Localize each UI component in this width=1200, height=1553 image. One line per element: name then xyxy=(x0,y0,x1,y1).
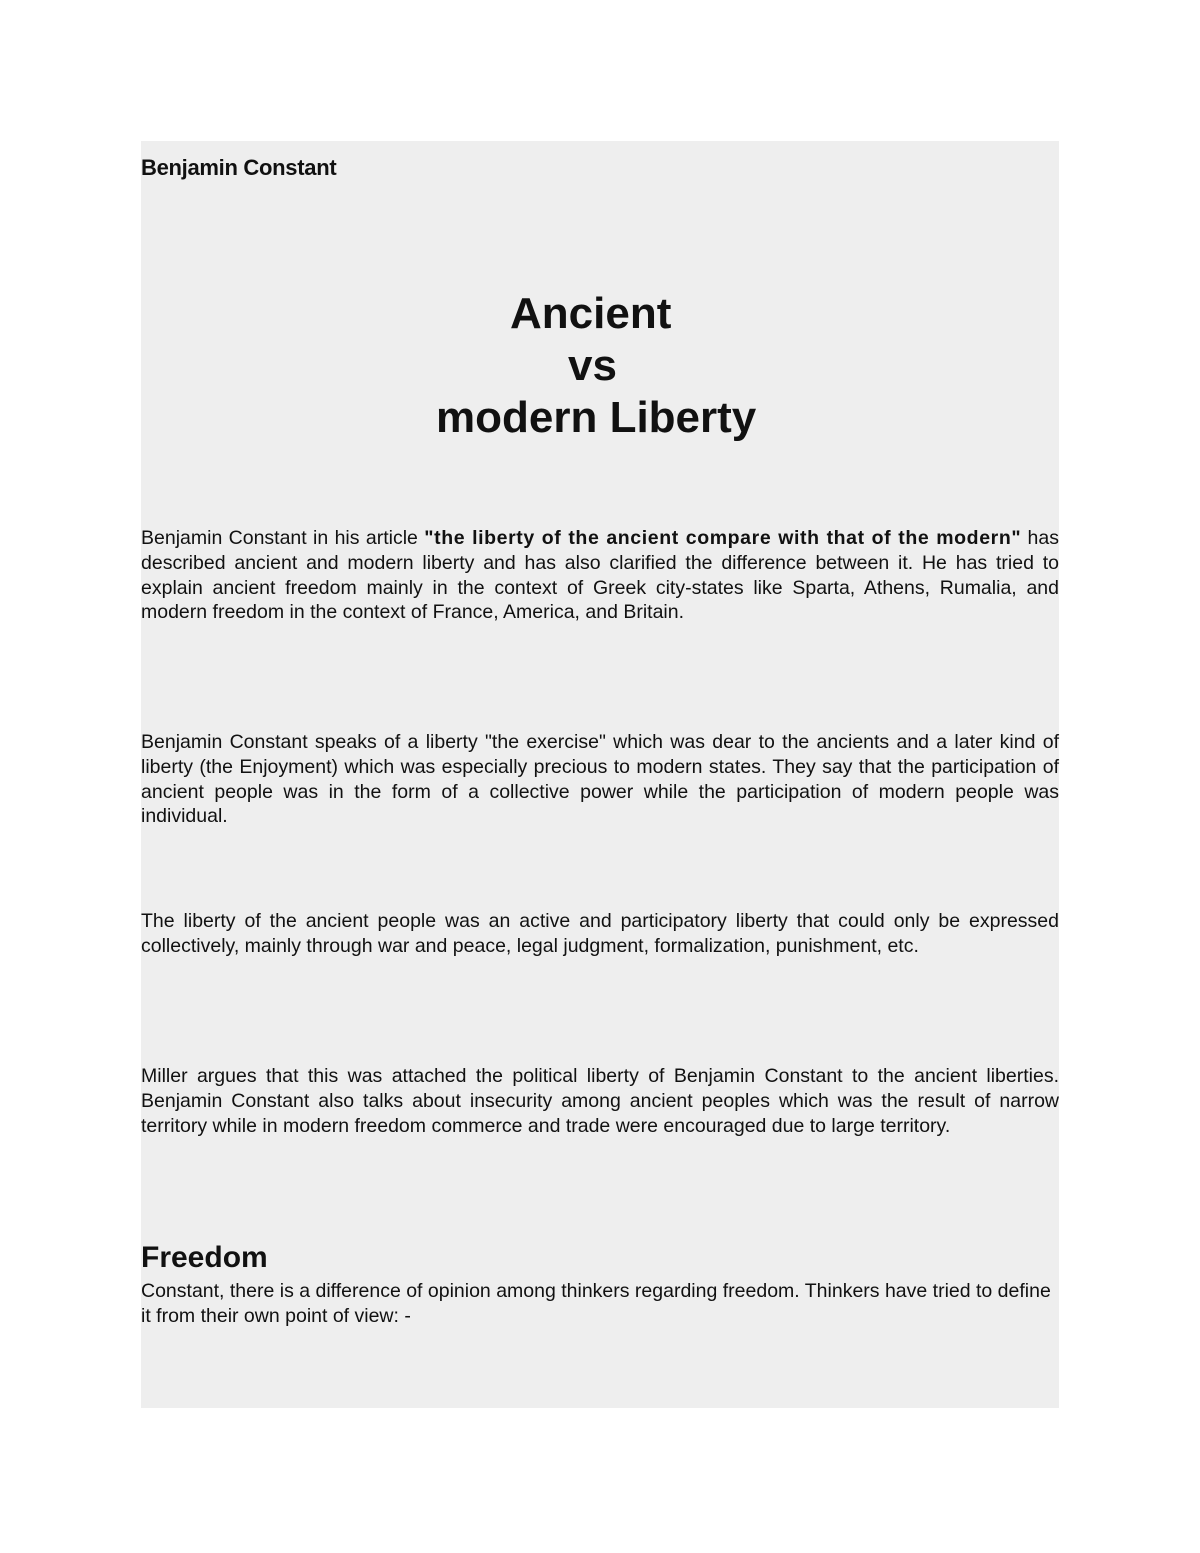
article-title-quote: "the liberty of the ancient compare with that of the modern" xyxy=(424,527,1022,549)
paragraph-intro xyxy=(141,526,1059,625)
title-line-ancient: Ancient xyxy=(510,289,672,338)
paragraph-intro-start: Benjamin Constant in his article xyxy=(141,527,425,549)
paragraph-miller: Miller argues that this was attached the political liberty of Benjamin Constant to the ancient liberties. Benjamin Constant also talks about insecurity among ancient peoples which was the result of narrow territory while in modern freedom commerce and trade were encouraged due to large territory. xyxy=(141,1065,1059,1137)
paragraph-intro-end: has described ancient and modern liberty and has also clarified the difference between it. He has tried to explain ancient freedom mainly in the context of Greek city-states like Sparta, Athens, Rumalia, and modern freedom in the context of France, America, and Britain. xyxy=(141,527,1059,624)
author-heading: Benjamin Constant xyxy=(141,155,337,180)
document-title xyxy=(141,288,1059,444)
section-heading-freedom: Freedom xyxy=(141,1241,268,1274)
title-line-modern-liberty: modern Liberty xyxy=(436,393,757,442)
title-line-vs: vs xyxy=(568,341,617,390)
paragraph-ancient-liberty: The liberty of the ancient people was an active and participatory liberty that could only be expressed collectively, mainly through war and peace, legal judgment, formalization, punishment, etc. xyxy=(141,910,1059,957)
paragraph-exercise-enjoyment: Benjamin Constant speaks of a liberty "the exercise" which was dear to the ancients and a later kind of liberty (the Enjoyment) which was especially precious to modern states. They say that the participation of ancient people was in the form of a collective power while the participation of modern people was individual. xyxy=(141,731,1059,828)
paragraph-freedom: Constant, there is a difference of opinion among thinkers regarding freedom. Thinkers have tried to define it from their own point of view: - xyxy=(141,1280,1051,1327)
